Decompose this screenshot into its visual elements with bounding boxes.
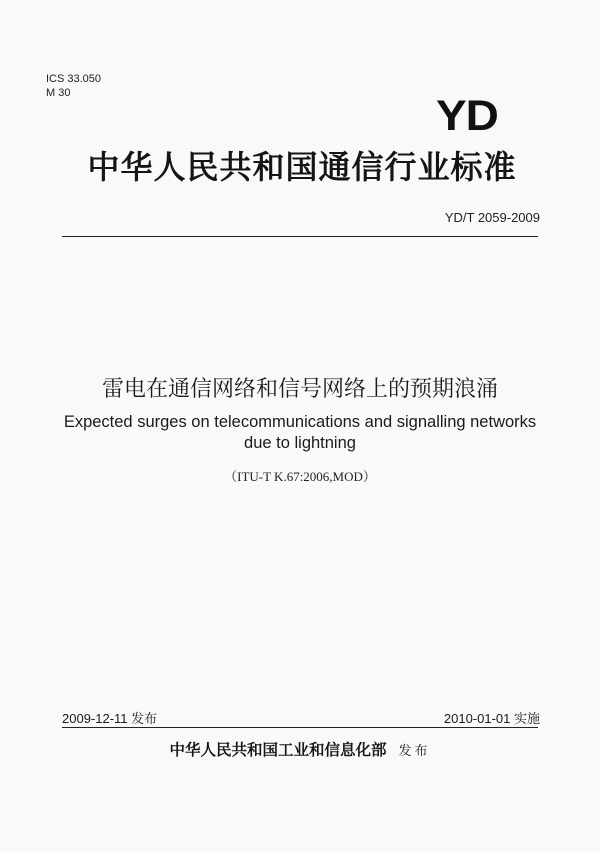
publisher-organization: 中华人民共和国工业和信息化部 [169,741,387,759]
standard-number: YD/T 2059-2009 [444,210,540,225]
document-title-chinese: 雷电在通信网络和信号网络上的预期浪涌 [101,377,498,402]
publisher-verb: 发布 [398,744,431,759]
document-title-english [40,412,560,454]
top-divider [62,236,538,237]
issue-date: 2009-12-11 发布 [62,711,158,726]
implementation-date: 2010-01-01 实施 [443,711,540,726]
classification-codes [46,72,101,100]
english-title-line-1: Expected surges on telecommunications and signalling networks [63,413,537,431]
itu-reference: （ITU-T K.67:2006,MOD） [224,469,376,484]
ccs-code: M 30 [46,87,71,99]
standard-category-title: 中华人民共和国通信行业标准 [87,148,517,186]
yd-logo: YD [436,91,498,140]
bottom-divider [62,727,538,728]
ics-code: ICS 33.050 [46,73,102,85]
publisher-line [0,738,600,760]
english-title-line-2: due to lightning [244,434,356,452]
